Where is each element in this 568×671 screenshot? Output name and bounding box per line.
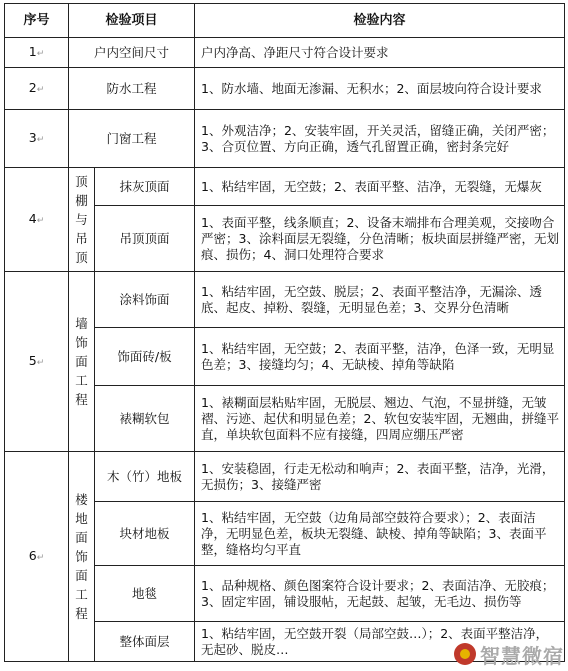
row-content: 1、裱糊面层粘贴牢固，无脱层、翘边、气泡，不显拼缝，无皱褶、污迹、起伏和明显色差；2、软包安装牢固，无翘曲，拼缝平直，单块软包面料不应有接缝，四周应绷压严密: [195, 386, 565, 452]
row-subitem: 涂料饰面: [95, 272, 195, 328]
row-content: 1、粘结牢固，无空鼓开裂（局部空鼓…）；2、表面平整洁净，无起砂、脱皮…: [195, 622, 565, 662]
row-number: 1↵: [5, 38, 69, 68]
row-category: 楼地面饰面工程: [69, 452, 95, 662]
row-content: 1、安装稳固，行走无松动和响声；2、表面平整，洁净，光滑，无损伤；3、接缝严密: [195, 452, 565, 502]
header-serial: 序号: [5, 4, 69, 38]
row-item: 门窗工程: [69, 110, 195, 168]
row-content: 1、外观洁净；2、安装牢固，开关灵活，留缝正确，关闭严密；3、合页位置、方向正确，透气孔留置正确，密封条完好: [195, 110, 565, 168]
row-category: 顶棚与吊顶: [69, 168, 95, 272]
watermark-logo-icon: [454, 643, 476, 665]
table-row: [5, 68, 565, 110]
row-number: 3↵: [5, 110, 69, 168]
row-subitem: 吊顶顶面: [95, 206, 195, 272]
table-row: [5, 168, 565, 206]
watermark: [454, 639, 564, 669]
row-subitem: 木（竹）地板: [95, 452, 195, 502]
row-item: 防水工程: [69, 68, 195, 110]
row-subitem: 块材地板: [95, 502, 195, 566]
header-item: 检验项目: [69, 4, 195, 38]
table-row: [5, 272, 565, 328]
row-number: 6↵: [5, 452, 69, 662]
table-row: [5, 452, 565, 502]
row-subitem: 裱糊软包: [95, 386, 195, 452]
table-header-row: [5, 4, 565, 38]
row-content: 1、表面平整，线条顺直；2、设备末端排布合理美观，交接吻合严密；3、涂料面层无裂缝，分色清晰；板块面层拼缝严密，无划痕、损伤；4、洞口处理符合要求: [195, 206, 565, 272]
row-subitem: 地毯: [95, 566, 195, 622]
row-number: 4↵: [5, 168, 69, 272]
row-content: 1、粘结牢固，无空鼓；2、表面平整、洁净，无裂缝，无爆灰: [195, 168, 565, 206]
row-content: 1、粘结牢固，无空鼓（边角局部空鼓符合要求）；2、表面洁净，无明显色差，板块无裂缝、缺棱、掉角等缺陷；3、表面平整，缝格均匀平直: [195, 502, 565, 566]
row-number: 2↵: [5, 68, 69, 110]
row-content: 户内净高、净距尺寸符合设计要求: [195, 38, 565, 68]
row-content: 1、品种规格、颜色图案符合设计要求；2、表面洁净、无胶痕；3、固定牢固，铺设服帖，无起鼓、起皱，无毛边、损伤等: [195, 566, 565, 622]
inspection-table: [4, 3, 565, 662]
table-row: [5, 38, 565, 68]
header-content: 检验内容: [195, 4, 565, 38]
row-subitem: 饰面砖/板: [95, 328, 195, 386]
row-content: 1、粘结牢固，无空鼓、脱层；2、表面平整洁净，无漏涂、透底、起皮、掉粉、裂缝，无明显色差；3、交界分色清晰: [195, 272, 565, 328]
row-content: 1、防水墙、地面无渗漏、无积水；2、面层坡向符合设计要求: [195, 68, 565, 110]
row-subitem: 抹灰顶面: [95, 168, 195, 206]
row-content: 1、粘结牢固，无空鼓；2、表面平整，洁净，色泽一致，无明显色差；3、接缝均匀；4、无缺棱、掉角等缺陷: [195, 328, 565, 386]
table-row: [5, 110, 565, 168]
row-number: 5↵: [5, 272, 69, 452]
row-item: 户内空间尺寸: [69, 38, 195, 68]
row-category: 墙饰面工程: [69, 272, 95, 452]
row-subitem: 整体面层: [95, 622, 195, 662]
watermark-text: 智慧微宿: [480, 643, 564, 668]
